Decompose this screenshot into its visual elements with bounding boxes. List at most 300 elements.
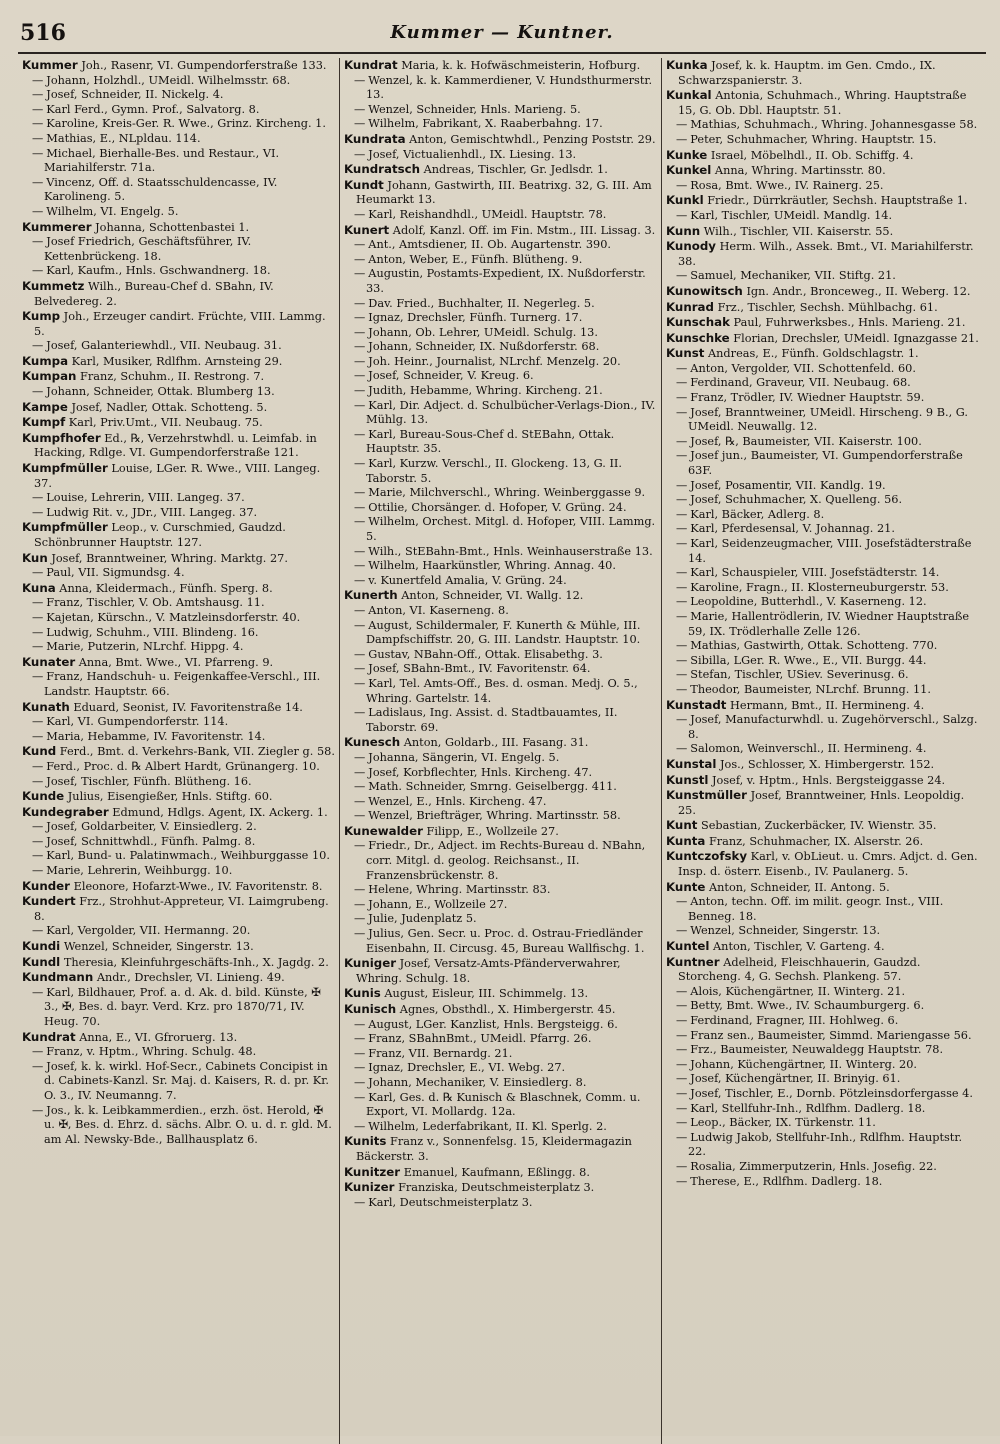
directory-entry bbox=[666, 58, 980, 88]
entry-details: Wenzel, E., Hnls. Kircheng. 47. bbox=[368, 794, 547, 808]
directory-entry bbox=[22, 955, 335, 971]
entry-details: Salomon, Weinverschl., II. Hermineng. 4. bbox=[690, 742, 927, 756]
entry-details: Josef, Schuhmacher, X. Quelleng. 56. bbox=[690, 493, 903, 507]
entry-details: Wenzel, Schneider, Singerstr. 13. bbox=[63, 940, 254, 954]
directory-entry bbox=[22, 400, 335, 416]
directory-entry bbox=[666, 1102, 980, 1117]
entry-details: Josef, Schnittwhdl., Fünfh. Palmg. 8. bbox=[46, 834, 256, 848]
entry-details: Anna, Kleidermach., Fünfh. Sperg. 8. bbox=[59, 581, 273, 595]
directory-entry bbox=[22, 611, 335, 626]
directory-entry bbox=[344, 1061, 657, 1076]
directory-entry bbox=[344, 486, 657, 501]
directory-entry bbox=[666, 331, 980, 347]
entry-details: v. Kunertfeld Amalia, V. Grüng. 24. bbox=[368, 573, 567, 587]
directory-entry bbox=[344, 1002, 657, 1018]
entry-surname: Kunt bbox=[666, 818, 698, 833]
entry-details: Judith, Hebamme, Whring. Kircheng. 21. bbox=[368, 384, 603, 398]
entry-continuation-dash: — bbox=[676, 984, 688, 998]
entry-details: Karl, Bureau-Sous-Chef d. StEBahn, Ottak. Hauptstr. 35. bbox=[366, 427, 615, 456]
entry-continuation-dash: — bbox=[32, 204, 44, 218]
directory-entry bbox=[344, 735, 657, 751]
entry-continuation-dash: — bbox=[32, 264, 44, 278]
entry-details: Wenzel, Briefträger, Whring. Martinsstr. 58. bbox=[368, 809, 621, 823]
directory-entry bbox=[666, 362, 980, 377]
entry-surname: Kuna bbox=[22, 580, 56, 595]
entry-surname: Kumpfmüller bbox=[22, 520, 108, 535]
entry-surname: Kunka bbox=[666, 58, 708, 72]
entry-continuation-dash: — bbox=[354, 207, 366, 221]
entry-continuation-dash: — bbox=[354, 573, 366, 587]
entry-continuation-dash: — bbox=[676, 1130, 688, 1144]
entry-details: Anton, VI. Kaserneng. 8. bbox=[368, 603, 509, 617]
column-3 bbox=[662, 58, 984, 1444]
entry-details: Karl, Bäcker, Adlerg. 8. bbox=[690, 507, 825, 521]
entry-details: Adolf, Kanzl. Off. im Fin. Mstm., III. Lissag. 3. bbox=[392, 223, 656, 237]
directory-entry bbox=[22, 566, 335, 581]
directory-entry bbox=[22, 264, 335, 279]
entry-continuation-dash: — bbox=[354, 1017, 366, 1031]
entry-continuation-dash: — bbox=[32, 131, 44, 145]
entry-details: Joh. Heinr., Journalist, NLrchf. Menzelg. 20. bbox=[368, 354, 621, 368]
directory-entry bbox=[666, 449, 980, 478]
entry-details: Samuel, Mechaniker, VII. Stiftg. 21. bbox=[690, 269, 896, 283]
entry-surname: Kuntczofsky bbox=[666, 849, 748, 864]
entry-details: Eleonore, Hofarzt-Wwe., IV. Favoritenstr. 8. bbox=[73, 879, 323, 893]
directory-entry bbox=[344, 751, 657, 766]
entry-continuation-dash: — bbox=[32, 505, 44, 519]
directory-entry bbox=[22, 74, 335, 89]
directory-entry bbox=[666, 698, 980, 714]
entry-continuation-dash: — bbox=[354, 427, 366, 441]
entry-surname: Kunke bbox=[666, 147, 708, 162]
entry-continuation-dash: — bbox=[32, 864, 44, 878]
directory-entry bbox=[344, 340, 657, 355]
entry-continuation-dash: — bbox=[354, 147, 366, 161]
directory-entry bbox=[666, 224, 980, 240]
entry-details: Karl, Pferdesensal, V. Johannag. 21. bbox=[690, 522, 895, 536]
entry-continuation-dash: — bbox=[32, 834, 44, 848]
directory-entry bbox=[666, 880, 980, 896]
entry-continuation-dash: — bbox=[676, 742, 688, 756]
directory-entry bbox=[666, 300, 980, 316]
entry-continuation-dash: — bbox=[354, 296, 366, 310]
entry-details: Math. Schneider, Smrng. Geiselbergg. 411. bbox=[368, 780, 617, 794]
entry-surname: Kunert bbox=[344, 222, 390, 237]
directory-entry bbox=[22, 491, 335, 506]
entry-details: Franz, v. Hptm., Whring. Schulg. 48. bbox=[46, 1045, 257, 1059]
entry-details: Adelheid, Fleischhauerin, Gaudzd. Storcheng. 4, G. Sechsh. Plankeng. 57. bbox=[678, 955, 921, 984]
entry-surname: Kunath bbox=[22, 699, 70, 714]
entry-details: Karl, Schauspieler, VIII. Josefstädterstr. 14. bbox=[690, 566, 940, 580]
entry-surname: Kunkel bbox=[666, 163, 712, 178]
directory-entry bbox=[22, 506, 335, 521]
entry-surname: Kunater bbox=[22, 654, 76, 669]
entry-details: Ladislaus, Ing. Assist. d. Stadtbauamtes, II. Taborstr. 69. bbox=[366, 706, 618, 734]
directory-entry bbox=[666, 939, 980, 955]
entry-surname: Kumpfmüller bbox=[22, 461, 108, 476]
entry-details: Antonia, Schuhmach., Whring. Hauptstraße 15, G. Ob. Dbl. Hauptstr. 51. bbox=[678, 89, 967, 117]
entry-details: Edmund, Hdlgs. Agent, IX. Ackerg. 1. bbox=[112, 805, 328, 819]
directory-entry bbox=[344, 766, 657, 781]
entry-continuation-dash: — bbox=[676, 999, 688, 1013]
directory-entry bbox=[344, 824, 657, 840]
entry-continuation-dash: — bbox=[354, 794, 366, 808]
directory-entry bbox=[666, 581, 980, 596]
directory-entry bbox=[344, 428, 657, 457]
entry-continuation-dash: — bbox=[354, 354, 366, 368]
directory-entry bbox=[344, 162, 657, 178]
directory-entry bbox=[344, 208, 657, 223]
entry-details: Gustav, NBahn-Off., Ottak. Elisabethg. 3. bbox=[368, 647, 603, 661]
directory-entry bbox=[666, 163, 980, 179]
entry-continuation-dash: — bbox=[676, 1159, 688, 1173]
directory-entry bbox=[22, 309, 335, 339]
entry-details: Maria, Hebamme, IV. Favoritenstr. 14. bbox=[46, 729, 266, 743]
directory-entry bbox=[344, 369, 657, 384]
entry-details: Josef, Korbflechter, Hnls. Kircheng. 47. bbox=[368, 765, 593, 779]
entry-continuation-dash: — bbox=[32, 985, 44, 999]
directory-entry bbox=[344, 1120, 657, 1135]
directory-entry bbox=[344, 267, 657, 296]
entry-continuation-dash: — bbox=[676, 434, 688, 448]
entry-details: Josef Friedrich, Geschäftsführer, IV. Kettenbrückeng. 18. bbox=[44, 235, 252, 263]
entry-details: Frz., Baumeister, Neuwaldegg Hauptstr. 78. bbox=[690, 1043, 944, 1057]
directory-entry bbox=[666, 713, 980, 742]
entry-details: Peter, Schuhmacher, Whring. Hauptstr. 15. bbox=[690, 132, 937, 146]
entry-details: Josef, k. k. wirkl. Hof-Secr., Cabinets Concipist in d. Cabinets-Kanzl. Sr. Maj. d. Kaisers, R. d. pr. Kr. O. 3., IV. Neumanng. 7. bbox=[44, 1059, 329, 1102]
directory-entry bbox=[22, 132, 335, 147]
entry-details: Eduard, Seonist, IV. Favoritenstraße 14. bbox=[73, 700, 303, 714]
entry-details: Ludwig, Schuhm., VIII. Blindeng. 16. bbox=[46, 625, 259, 639]
directory-entry bbox=[22, 369, 335, 385]
entry-details: Karl, Vergolder, VII. Hermanng. 20. bbox=[46, 924, 251, 938]
entry-details: Ferd., Proc. d. ℞ Albert Hardt, Grünangerg. 10. bbox=[46, 759, 320, 773]
entry-details: Josef, Tischler, E., Dornb. Pötzleinsdorfergasse 4. bbox=[690, 1086, 973, 1100]
directory-entry bbox=[666, 118, 980, 133]
entry-details: Karl, VI. Gumpendorferstr. 114. bbox=[46, 715, 229, 729]
directory-entry bbox=[666, 683, 980, 698]
entry-details: Franz v., Sonnenfelsg. 15, Kleidermagazin Bäckerstr. 3. bbox=[356, 1135, 632, 1163]
entry-details: Anton, Vergolder, VII. Schottenfeld. 60. bbox=[690, 361, 916, 375]
entry-continuation-dash: — bbox=[354, 1119, 366, 1133]
directory-entry bbox=[666, 1029, 980, 1044]
directory-entry bbox=[22, 939, 335, 955]
entry-details: Franz, Schuhmacher, IX. Alserstr. 26. bbox=[708, 834, 924, 848]
entry-details: Ant., Amtsdiener, II. Ob. Augartenstr. 390. bbox=[368, 238, 611, 252]
directory-entry bbox=[344, 117, 657, 132]
entry-surname: Kunschke bbox=[666, 330, 730, 345]
entry-details: Franz, VII. Bernardg. 21. bbox=[368, 1046, 513, 1060]
entry-details: Friedr., Dürrkräutler, Sechsh. Hauptstraße 1. bbox=[707, 194, 968, 208]
entry-surname: Kunstal bbox=[666, 756, 717, 771]
directory-entry bbox=[22, 744, 335, 760]
entry-details: Anton, Goldarb., III. Fasang. 31. bbox=[403, 736, 589, 750]
entry-details: Wilh., StEBahn-Bmt., Hnls. Weinhauserstraße 13. bbox=[368, 544, 653, 558]
entry-details: Leopoldine, Butterhdl., V. Kaserneng. 12. bbox=[690, 595, 927, 609]
entry-details: Karl Ferd., Gymn. Prof., Salvatorg. 8. bbox=[46, 102, 260, 116]
entry-details: Karoline, Fragn., II. Klosterneuburgerstr. 53. bbox=[690, 580, 949, 594]
entry-details: Josef, ℞, Baumeister, VII. Kaiserstr. 100. bbox=[690, 434, 922, 448]
entry-continuation-dash: — bbox=[354, 618, 366, 632]
directory-entry bbox=[344, 223, 657, 239]
entry-details: Karl, Tischler, UMeidl. Mandlg. 14. bbox=[690, 208, 893, 222]
entry-details: Karl, Musiker, Rdlfhm. Arnsteing 29. bbox=[71, 354, 283, 368]
directory-entry bbox=[22, 894, 335, 924]
directory-entry bbox=[666, 985, 980, 1000]
entry-continuation-dash: — bbox=[676, 1086, 688, 1100]
entry-continuation-dash: — bbox=[676, 895, 688, 909]
entry-details: Rosalia, Zimmerputzerin, Hnls. Josefig. 22. bbox=[690, 1159, 937, 1173]
directory-entry bbox=[666, 508, 980, 523]
directory-entry bbox=[22, 640, 335, 655]
entry-details: Filipp, E., Wollzeile 27. bbox=[426, 824, 559, 838]
entry-continuation-dash: — bbox=[354, 340, 366, 354]
entry-details: Jos., k. k. Leibkammerdien., erzh. öst. Herold, ✠ u. ✠, Bes. d. Ehrz. d. sächs. Albr. O. u. d. r. gld. M. am Al. Newsky-Bde., Ballhausplatz 6. bbox=[44, 1103, 332, 1146]
directory-entry bbox=[666, 639, 980, 654]
directory-entry bbox=[344, 103, 657, 118]
entry-continuation-dash: — bbox=[32, 146, 44, 160]
entry-continuation-dash: — bbox=[676, 609, 688, 623]
column-2 bbox=[340, 58, 662, 1444]
entry-details: Ferdinand, Graveur, VII. Neubaug. 68. bbox=[690, 376, 911, 390]
entry-surname: Kumpa bbox=[22, 353, 69, 368]
entry-details: Wilh., Bureau-Chef d. SBahn, IV. Belvedereg. 2. bbox=[34, 279, 274, 308]
directory-entry bbox=[666, 895, 980, 924]
entry-details: Josef, Nadler, Ottak. Schotteng. 5. bbox=[71, 400, 268, 414]
entry-continuation-dash: — bbox=[676, 1072, 688, 1086]
entry-surname: Kunizer bbox=[344, 1180, 395, 1195]
directory-entry bbox=[344, 1076, 657, 1091]
entry-continuation-dash: — bbox=[354, 1032, 366, 1046]
entry-surname: Kun bbox=[22, 550, 48, 565]
entry-surname: Kunder bbox=[22, 878, 70, 893]
entry-continuation-dash: — bbox=[32, 385, 44, 399]
entry-details: Anton, Tischler, V. Garteng. 4. bbox=[713, 940, 885, 954]
directory-entry bbox=[666, 610, 980, 639]
entry-details: Karl, Priv.Umt., VII. Neubaug. 75. bbox=[68, 416, 263, 430]
entry-details: Josef jun., Baumeister, VI. Gumpendorferstraße 63F. bbox=[688, 449, 963, 478]
directory-entry bbox=[666, 668, 980, 683]
entry-details: Augustin, Postamts-Expedient, IX. Nußdorferstr. 33. bbox=[366, 267, 646, 295]
entry-continuation-dash: — bbox=[32, 88, 44, 102]
directory-entry bbox=[22, 924, 335, 939]
entry-continuation-dash: — bbox=[676, 376, 688, 390]
entry-continuation-dash: — bbox=[676, 507, 688, 521]
entry-surname: Kunewalder bbox=[344, 823, 423, 838]
entry-details: Johanna, Schottenbastei 1. bbox=[95, 220, 250, 234]
entry-continuation-dash: — bbox=[354, 676, 366, 690]
directory-entry bbox=[344, 677, 657, 706]
directory-entry bbox=[666, 1175, 980, 1190]
directory-entry bbox=[344, 927, 657, 956]
entry-details: Maria, k. k. Hofwäschmeisterin, Hofburg. bbox=[401, 59, 641, 72]
directory-entry bbox=[666, 1131, 980, 1160]
directory-entry bbox=[22, 789, 335, 805]
entry-continuation-dash: — bbox=[354, 1046, 366, 1060]
entry-continuation-dash: — bbox=[32, 640, 44, 654]
entry-continuation-dash: — bbox=[676, 537, 688, 550]
entry-details: Joh., Erzeuger candirt. Früchte, VIII. Lammg. 5. bbox=[34, 310, 326, 338]
entry-surname: Kuntner bbox=[666, 954, 720, 969]
directory-entry bbox=[344, 297, 657, 312]
directory-entry bbox=[22, 461, 335, 491]
directory-entry bbox=[22, 220, 335, 236]
directory-entry bbox=[22, 970, 335, 986]
entry-continuation-dash: — bbox=[676, 1028, 688, 1042]
entry-surname: Kunisch bbox=[344, 1002, 397, 1016]
entry-continuation-dash: — bbox=[676, 361, 688, 375]
entry-details: Anna, Bmt. Wwe., VI. Pfarreng. 9. bbox=[78, 655, 274, 669]
directory-entry bbox=[344, 545, 657, 560]
entry-details: Karl, Kaufm., Hnls. Gschwandnerg. 18. bbox=[46, 264, 271, 278]
entry-details: Karl, v. ObLieut. u. Cmrs. Adjct. d. Gen. Insp. d. österr. Eisenb., IV. Paulanerg. 5. bbox=[678, 850, 978, 879]
directory-entry bbox=[22, 385, 335, 400]
entry-details: Johann, Schneider, Ottak. Blumberg 13. bbox=[46, 385, 275, 399]
entry-details: Josef, SBahn-Bmt., IV. Favoritenstr. 64. bbox=[368, 662, 591, 676]
directory-entry bbox=[666, 179, 980, 194]
entry-details: Wilhelm, Haarkünstler, Whring. Annag. 40. bbox=[368, 559, 616, 573]
entry-details: Franziska, Deutschmeisterplatz 3. bbox=[398, 1181, 595, 1195]
entry-surname: Kumpan bbox=[22, 369, 77, 384]
entry-continuation-dash: — bbox=[676, 522, 688, 536]
entry-details: Marie, Milchverschl., Whring. Weinberggasse 9. bbox=[368, 486, 646, 500]
directory-entry bbox=[666, 999, 980, 1014]
entry-details: Vincenz, Off. d. Staatsschuldencasse, IV. Karolineng. 5. bbox=[44, 175, 278, 204]
directory-entry bbox=[22, 235, 335, 264]
entry-details: Ed., ℞, Verzehrstwhdl. u. Leimfab. in Hacking, Rdlge. VI. Gumpendorferstraße 121. bbox=[34, 431, 317, 460]
directory-entry bbox=[344, 501, 657, 516]
entry-continuation-dash: — bbox=[32, 566, 44, 580]
directory-entry bbox=[22, 730, 335, 745]
entry-details: Julius, Eisengießer, Hnls. Stiftg. 60. bbox=[67, 790, 273, 804]
directory-entry bbox=[666, 284, 980, 300]
directory-entry bbox=[344, 326, 657, 341]
entry-continuation-dash: — bbox=[354, 559, 366, 573]
entry-details: Karl, Ges. d. ℞ Kunisch & Blaschnek, Comm. u. Export, VI. Mollardg. 12a. bbox=[366, 1090, 641, 1119]
entry-details: Josef, Versatz-Amts-Pfänderverwahrer, Whring. Schulg. 18. bbox=[356, 957, 621, 985]
entry-continuation-dash: — bbox=[354, 73, 366, 87]
directory-entry bbox=[22, 626, 335, 641]
entry-details: August, Schildermaler, F. Kunerth & Mühle, III. Dampfschiffstr. 20, G. III. Landstr. Hauptstr. 10. bbox=[366, 618, 641, 647]
entry-details: Josef, v. Hptm., Hnls. Bergsteiggasse 24. bbox=[712, 773, 946, 787]
directory-entry bbox=[22, 849, 335, 864]
directory-entry bbox=[344, 355, 657, 370]
directory-entry bbox=[22, 147, 335, 176]
entry-details: Wilhelm, Fabrikant, X. Raaberbahng. 17. bbox=[368, 117, 603, 131]
entry-details: Anton, Schneider, VI. Wallg. 12. bbox=[401, 589, 584, 603]
entry-details: Kajetan, Kürschn., V. Matzleinsdorferstr. 40. bbox=[46, 610, 301, 624]
entry-surname: Kunn bbox=[666, 223, 701, 238]
directory-entry bbox=[666, 537, 980, 566]
entry-details: Franz, Tischler, V. Ob. Amtshausg. 11. bbox=[46, 596, 265, 610]
entry-surname: Kumpfhofer bbox=[22, 430, 101, 445]
entry-details: Ignaz, Drechsler, E., VI. Webg. 27. bbox=[368, 1061, 566, 1075]
directory-entry bbox=[344, 457, 657, 486]
entry-details: Mathias, E., NLpldau. 114. bbox=[46, 131, 201, 145]
directory-entry bbox=[344, 132, 657, 148]
directory-entry bbox=[344, 839, 657, 883]
directory-entry bbox=[344, 74, 657, 103]
entry-details: Franz, Handschuh- u. Feigenkaffee-Verschl., III. Landstr. Hauptstr. 66. bbox=[44, 670, 321, 698]
entry-continuation-dash: — bbox=[354, 252, 366, 266]
entry-details: Helene, Whring. Martinsstr. 83. bbox=[368, 883, 551, 897]
column-1 bbox=[18, 58, 340, 1444]
entry-surname: Kunta bbox=[666, 833, 706, 848]
directory-entry bbox=[666, 269, 980, 284]
entry-details: Karl, Kurzw. Verschl., II. Glockeng. 13, G. II. Taborstr. 5. bbox=[366, 457, 622, 485]
entry-surname: Kampe bbox=[22, 399, 68, 414]
directory-entry bbox=[666, 595, 980, 610]
directory-entry bbox=[666, 654, 980, 669]
directory-entry bbox=[344, 1091, 657, 1120]
entry-details: Karl, Dir. Adject. d. Schulbücher-Verlags-Dion., IV. Mühlg. 13. bbox=[366, 398, 656, 427]
directory-entry bbox=[22, 176, 335, 205]
entry-details: Johann, Schneider, IX. Nußdorferstr. 68. bbox=[368, 340, 600, 354]
directory-entry bbox=[666, 1116, 980, 1131]
directory-entry bbox=[344, 648, 657, 663]
directory-entry bbox=[344, 956, 657, 986]
directory-entry bbox=[666, 376, 980, 391]
directory-entry bbox=[666, 773, 980, 789]
directory-entry bbox=[22, 1060, 335, 1104]
entry-continuation-dash: — bbox=[354, 102, 366, 116]
entry-surname: Kunits bbox=[344, 1134, 387, 1149]
directory-entry bbox=[22, 205, 335, 220]
entry-details: Josef, Schneider, V. Kreug. 6. bbox=[368, 369, 534, 383]
entry-details: Josef, Küchengärtner, II. Brinyig. 61. bbox=[690, 1072, 901, 1086]
entry-continuation-dash: — bbox=[676, 405, 688, 419]
entry-details: Julie, Judenplatz 5. bbox=[368, 912, 477, 926]
directory-entry bbox=[22, 655, 335, 671]
directory-entry bbox=[344, 619, 657, 648]
entry-continuation-dash: — bbox=[32, 1103, 44, 1117]
directory-entry bbox=[666, 1072, 980, 1087]
entry-continuation-dash: — bbox=[676, 208, 688, 222]
entry-details: Josef, Posamentir, VII. Kandlg. 19. bbox=[690, 478, 886, 492]
directory-entry bbox=[344, 58, 657, 74]
directory-entry bbox=[344, 515, 657, 544]
entry-continuation-dash: — bbox=[676, 1174, 688, 1188]
entry-details: Paul, Fuhrwerksbes., Hnls. Marieng. 21. bbox=[733, 316, 966, 330]
entry-continuation-dash: — bbox=[354, 457, 366, 471]
entry-continuation-dash: — bbox=[676, 566, 688, 580]
entry-continuation-dash: — bbox=[354, 912, 366, 926]
entry-surname: Kump bbox=[22, 309, 61, 324]
directory-entry bbox=[22, 415, 335, 431]
directory-entry bbox=[344, 148, 657, 163]
directory-entry bbox=[344, 253, 657, 268]
entry-details: Julius, Gen. Secr. u. Proc. d. Ostrau-Friedländer Eisenbahn, II. Circusg. 45, Bureau Wallfischg. 1. bbox=[366, 927, 645, 955]
entry-surname: Kunkl bbox=[666, 193, 704, 208]
directory-entry bbox=[666, 1058, 980, 1073]
entry-details: Franz, Trödler, IV. Wiedner Hauptstr. 59. bbox=[690, 391, 925, 405]
directory-entry bbox=[666, 566, 980, 581]
entry-details: Leop., Bäcker, IX. Türkenstr. 11. bbox=[690, 1116, 876, 1130]
entry-surname: Kunitzer bbox=[344, 1164, 401, 1179]
entry-continuation-dash: — bbox=[676, 580, 688, 594]
entry-details: August, Eisleur, III. Schimmelg. 13. bbox=[384, 987, 589, 1001]
entry-continuation-dash: — bbox=[354, 486, 366, 500]
entry-continuation-dash: — bbox=[354, 1195, 366, 1209]
entry-details: Marie, Putzerin, NLrchf. Hippg. 4. bbox=[46, 640, 244, 654]
entry-details: Wilhelm, Lederfabrikant, II. Kl. Sperlg. 2. bbox=[368, 1119, 607, 1133]
entry-details: Josef, Branntweiner, Whring. Marktg. 27. bbox=[51, 551, 288, 565]
entry-continuation-dash: — bbox=[32, 774, 44, 788]
entry-continuation-dash: — bbox=[354, 369, 366, 383]
entry-details: Karl, Bund- u. Palatinwmach., Weihburggasse 10. bbox=[46, 849, 330, 863]
directory-entry bbox=[344, 912, 657, 927]
entry-continuation-dash: — bbox=[676, 178, 688, 192]
